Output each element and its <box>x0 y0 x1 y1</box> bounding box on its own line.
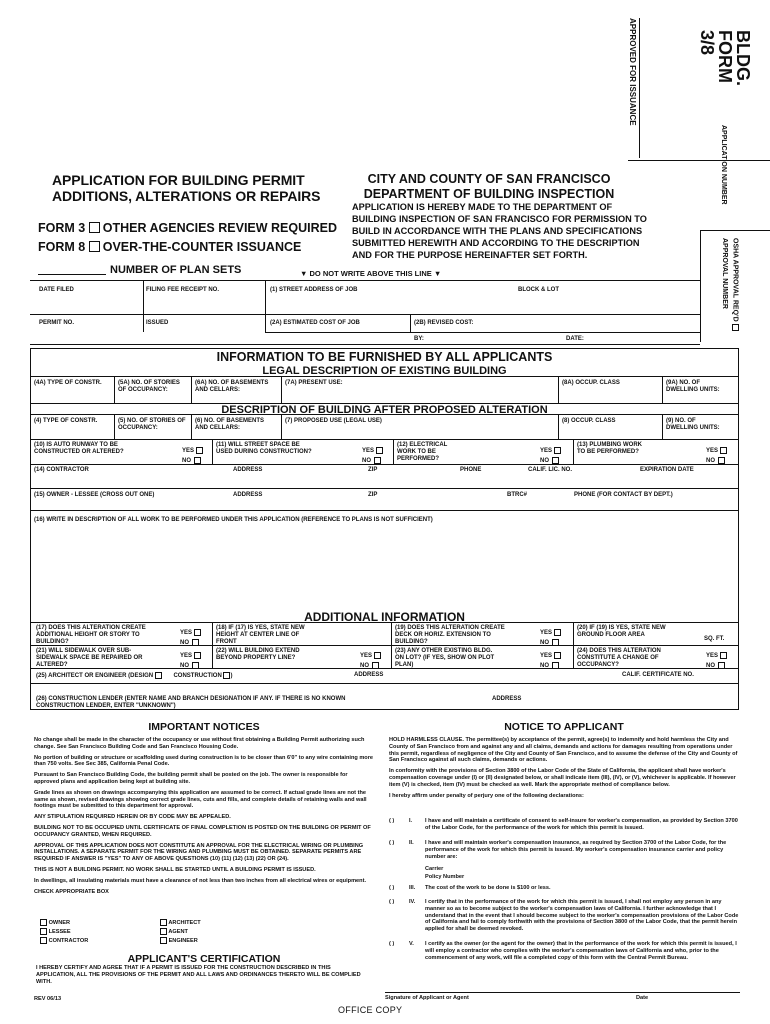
plan-sets-input[interactable] <box>38 274 106 275</box>
role-checkboxes: OWNER LESSEE CONTRACTOR <box>40 919 88 946</box>
important-notices: IMPORTANT NOTICES No change shall be made in the character of the occupancy or use without first obtaining a Building Permit authorizing such change. See San Francisco Building Code and San Francisco Housing Code. No portion of building or structure or scaffolding used during construction is to be closer than 6'0" to any wire containing more than 750 volts. See Sec 385, California Penal Code. Pursuant to San Francisco Building Code, the building permit shall be posted on the job. The owner is responsible for approved plans and application being kept at building site. Grade lines as shown on drawings accompanying this application are assumed to be correct. If actual grade lines are not the same as shown, revised drawings showing correct grade lines, cuts and fills, and complete details of retaining walls and wall footings must be submitted to this department for approval. ANY STIPULATION REQUIRED HEREIN OR BY CODE MAY BE APPEALED. BUILDING NOT TO BE OCCUPIED UNTIL CERTIFICATE OF FINAL COMPLETION IS POSTED ON THE BUILDING OR PERMIT OF OCCUPANCY GRANTED, WHEN REQUIRED. APPROVAL OF THIS APPLICATION DOES NOT CONSTITUTE AN APPROVAL FOR THE ELECTRICAL WIRING OR PLUMBING INSTALLATIONS. A SEPARATE PERMIT FOR THE WIRING AND PLUMBING MUST BE OBTAINED. SEPARATE PERMITS ARE REQUIRED IF ANSWER IS "YES" TO ANY OF ABOVE QUESTIONS (10) (11) (12) (13) (22) OR (24). THIS IS NOT A BUILDING PERMIT. NO WORK SHALL BE STARTED UNTIL A BUILDING PERMIT IS ISSUED. In dwellings, all insulating materials must have a clearance of not less than two inches from all electrical wires or equipment. CHECK APPROPRIATE BOX <box>34 721 374 895</box>
q11-yes-checkbox[interactable] <box>376 447 383 454</box>
signature-line[interactable] <box>385 992 740 993</box>
estimated-cost-label: (2A) ESTIMATED COST OF JOB <box>270 320 360 326</box>
stories-existing: (5A) NO. OF STORIES OF OCCUPANCY: <box>118 380 180 393</box>
legal-description-title: LEGAL DESCRIPTION OF EXISTING BUILDING <box>262 365 507 377</box>
present-use: (7A) PRESENT USE: <box>285 380 343 386</box>
q23-yes-checkbox[interactable] <box>554 652 561 659</box>
signature-label: Signature of Applicant or Agent <box>385 995 469 1001</box>
date-label: DATE: <box>566 336 584 342</box>
plan-sets-row: NUMBER OF PLAN SETS <box>38 264 241 276</box>
certification-title: APPLICANT'S CERTIFICATION <box>127 953 281 965</box>
osha-approval-label: OSHA APPROVAL REQ'D <box>732 238 739 331</box>
type-constr-existing: (4A) TYPE OF CONSTR. <box>34 380 102 386</box>
contractor-phone-label: PHONE <box>460 467 482 473</box>
contractor-zip-label: ZIP <box>368 467 378 473</box>
dwelling-units-existing: (9A) NO. OF DWELLING UNITS: <box>666 380 720 393</box>
form3-checkbox[interactable] <box>89 222 100 233</box>
q18-label: (18) IF (17) IS YES, STATE NEW HEIGHT AT CENTER LINE OF FRONT <box>216 625 305 645</box>
by-label: BY: <box>414 336 424 342</box>
application-statement: APPLICATION IS HEREBY MADE TO THE DEPARTMENT OF BUILDING INSPECTION OF SAN FRANCISCO FOR PERMISSION TO BUILD IN ACCORDANCE WITH THE PLANS AND SPECIFICATIONS SUBMITTED HEREWITH AND ACCORDING TO THE DESCRIPTION AND FOR THE PURPOSE HEREINAFTER SET FORTH. <box>352 202 647 260</box>
q12-no-checkbox[interactable] <box>552 457 559 464</box>
stories-proposed: (5) NO. OF STORIES OF OCCUPANCY: <box>118 418 186 431</box>
q10-no-checkbox[interactable] <box>194 457 201 464</box>
do-not-write-label: ▼ DO NOT WRITE ABOVE THIS LINE ▼ <box>300 269 442 278</box>
owner-address-label: ADDRESS <box>233 492 263 498</box>
lender-address-label: ADDRESS <box>492 696 522 702</box>
q22-label: (22) WILL BUILDING EXTEND BEYOND PROPERTY LINE? <box>216 648 300 661</box>
q21-label: (21) WILL SIDEWALK OVER SUB-SIDEWALK SPACE BE REPAIRED OR ALTERED? <box>36 648 143 668</box>
notice-to-applicant: NOTICE TO APPLICANT HOLD HARMLESS CLAUSE. The permittee(s) by acceptance of the permit, agree(s) to indemnify and hold harmless the City and County of San Francisco from and against any and all claims, demands and actions for damages resulting from operations under this permit, regardless of negligence of the City and County of San Francisco, and to assume the defense of the City and County of San Francisco against all such claims, demands or actions. In conformity with the provisions of Section 3800 of the Labor Code of the State of California, the applicant shall have worker's compensation coverage under (I) or (II) designated below, or shall indicate item (III), (IV), or (V), whichever is applicable. If however item (V) is checked, item (IV) must be checked as well. Mark the appropriate method of compliance below. I hereby affirm under penalty of perjury one of the following declarations: <box>389 721 738 799</box>
occup-class-existing: (8A) OCCUP. CLASS <box>562 380 620 386</box>
plumbing-question: (13) PLUMBING WORK TO BE PERFORMED? <box>577 442 642 455</box>
calif-lic-label: CALIF. LIC. NO. <box>528 467 572 473</box>
sqft-label: SQ. FT. <box>704 636 725 642</box>
contractor-checkbox[interactable] <box>40 937 47 944</box>
q22-yes-checkbox[interactable] <box>374 652 381 659</box>
q26-label: (26) CONSTRUCTION LENDER (ENTER NAME AND BRANCH DESIGNATION IF ANY. IF THERE IS NO KNOWN CONSTRUCTION LENDER, ENTER "UNKNOWN") <box>36 696 346 709</box>
occup-class-proposed: (8) OCCUP. CLASS <box>562 418 616 424</box>
q11-no-checkbox[interactable] <box>374 457 381 464</box>
approval-number-label: APPROVAL NUMBER <box>721 238 728 309</box>
dwelling-units-proposed: (9) NO. OF DWELLING UNITS: <box>666 418 720 431</box>
application-number-label: APPLICATION NUMBER <box>720 125 727 205</box>
carrier-label: Carrier <box>425 866 444 872</box>
contractor-label: (14) CONTRACTOR <box>34 467 89 473</box>
declaration-ii: ( ) II. I have and will maintain worker's compensation insurance, as required by Section 3700 of the Labor Code, for the performance of the work for which this permit is issued. My worker's compensation insurance carrier and policy number are: <box>389 840 727 860</box>
revised-cost-label: (2B) REVISED COST: <box>414 320 474 326</box>
electrical-question: (12) ELECTRICAL WORK TO BE PERFORMED? <box>397 442 448 462</box>
policy-label: Policy Number <box>425 874 465 880</box>
q19-label: (19) DOES THIS ALTERATION CREATE DECK OR HORIZ. EXTENSION TO BUILDING? <box>395 625 505 645</box>
type-constr-proposed: (4) TYPE OF CONSTR. <box>34 418 98 424</box>
agent-checkbox[interactable] <box>160 928 167 935</box>
role-checkboxes-2: ARCHITECT AGENT ENGINEER <box>160 919 201 946</box>
office-copy-label: OFFICE COPY <box>338 1005 403 1015</box>
form8-checkbox[interactable] <box>89 241 100 252</box>
expiration-label: EXPIRATION DATE <box>640 467 694 473</box>
issued-label: ISSUED <box>146 320 169 326</box>
phone-contact-label: PHONE (FOR CONTACT BY DEPT.) <box>574 492 673 498</box>
construction-checkbox[interactable] <box>223 672 230 679</box>
signature-date-label: Date <box>636 995 649 1001</box>
form3-row: FORM 3 OTHER AGENCIES REVIEW REQUIRED <box>38 221 338 235</box>
declaration-v: ( ) V. I certify as the owner (or the agent for the owner) that in the performance of the work for which this permit is issued, I will employ a contractor who complies with the worker's compensation laws of California and who, prior to the commencement of any work, will file a completed copy of this form with the Central Permit Bureau. <box>389 941 737 961</box>
q12-yes-checkbox[interactable] <box>554 447 561 454</box>
proposed-description-title: DESCRIPTION OF BUILDING AFTER PROPOSED ALTERATION <box>221 404 548 416</box>
declaration-i: ( ) I. I have and will maintain a certificate of consent to self-insure for worker's compensation, as provided by Section 3700 of the Labor Code, for the performance of the work for which this permit is issued. <box>389 818 738 831</box>
street-address-label: (1) STREET ADDRESS OF JOB <box>270 287 358 293</box>
q17-label: (17) DOES THIS ALTERATION CREATE ADDITIONAL HEIGHT OR STORY TO BUILDING? <box>36 625 146 645</box>
q13-yes-checkbox[interactable] <box>720 447 727 454</box>
engineer-checkbox[interactable] <box>160 937 167 944</box>
date-filed-label: DATE FILED <box>39 287 74 293</box>
btrc-label: BTRC# <box>507 492 528 498</box>
q21-yes-checkbox[interactable] <box>194 652 201 659</box>
title-line1: APPLICATION FOR BUILDING PERMIT <box>52 172 305 188</box>
q24-yes-checkbox[interactable] <box>720 652 727 659</box>
basements-proposed: (6) NO. OF BASEMENTS AND CELLARS: <box>195 418 265 431</box>
q17-yes-checkbox[interactable] <box>194 629 201 636</box>
owner-lessee-label: (15) OWNER - LESSEE (CROSS OUT ONE) <box>34 492 155 498</box>
additional-info-title: ADDITIONAL INFORMATION <box>304 610 465 624</box>
title-line2: ADDITIONS, ALTERATIONS OR REPAIRS <box>52 188 321 204</box>
filing-fee-label: FILING FEE RECEIPT NO. <box>146 287 220 293</box>
work-description-label: (16) WRITE IN DESCRIPTION OF ALL WORK TO BE PERFORMED UNDER THIS APPLICATION (REFERENCE TO PLANS IS NOT SUFFICIENT) <box>34 517 433 523</box>
form8-row: FORM 8 OVER-THE-COUNTER ISSUANCE <box>38 240 302 254</box>
declaration-iv: ( ) IV. I certify that in the performance of the work for which this permit is issued, I shall not employ any person in any manner so as to become subject to the worker's compensation laws of California. I further acknowledge that I understand that in the event that I should become subject to the worker's compensation provisions of the Labor Code of California and fail to comply forthwith with the provisions of Section 3800 of the Labor Code, that the permit herein applied for shall be deemed revoked. <box>389 899 739 933</box>
certification-text: I HEREBY CERTIFY AND AGREE THAT IF A PERMIT IS ISSUED FOR THE CONSTRUCTION DESCRIBED IN THIS APPLICATION, ALL THE PROVISIONS OF THE PERMIT AND ALL LAWS AND ORDINANCES THERETO WILL BE COMPLIED WITH. <box>36 965 361 985</box>
info-section-title: INFORMATION TO BE FURNISHED BY ALL APPLICANTS <box>216 350 553 364</box>
auto-runway-question: (10) IS AUTO RUNWAY TO BE CONSTRUCTED OR ALTERED? <box>34 442 124 455</box>
q24-label: (24) DOES THIS ALTERATION CONSTITUTE A CHANGE OF OCCUPANCY? <box>577 648 661 668</box>
city-name: CITY AND COUNTY OF SAN FRANCISCO <box>367 172 611 186</box>
q23-label: (23) ANY OTHER EXISTING BLDG. ON LOT? (IF YES, SHOW ON PLOT PLAN) <box>395 648 495 668</box>
q20-label: (20) IF (19) IS YES, STATE NEW GROUND FLOOR AREA <box>577 625 666 638</box>
form-number: BLDG. FORM 3/8 <box>697 30 753 86</box>
dept-name: DEPARTMENT OF BUILDING INSPECTION <box>363 187 615 201</box>
calif-cert-label: CALIF. CERTIFICATE NO. <box>622 672 694 678</box>
block-lot-label: BLOCK & LOT <box>518 287 559 293</box>
contractor-address-label: ADDRESS <box>233 467 263 473</box>
declaration-iii: ( ) III. The cost of the work to be done is $100 or less. <box>389 885 551 891</box>
permit-no-label: PERMIT NO. <box>39 320 75 326</box>
q19-yes-checkbox[interactable] <box>554 629 561 636</box>
work-description-area[interactable] <box>31 526 738 608</box>
q25-label: (25) ARCHITECT OR ENGINEER (DESIGN CONSTRUCTION ) <box>36 673 233 680</box>
street-space-question: (11) WILL STREET SPACE BE USED DURING CONSTRUCTION? <box>216 442 312 455</box>
revision: REV 06/13 <box>34 996 62 1002</box>
osha-checkbox[interactable] <box>732 324 739 331</box>
owner-zip-label: ZIP <box>368 492 378 498</box>
architect-address-label: ADDRESS <box>354 672 384 678</box>
lessee-checkbox[interactable] <box>40 928 47 935</box>
q13-no-checkbox[interactable] <box>718 457 725 464</box>
proposed-use: (7) PROPOSED USE (LEGAL USE) <box>285 418 382 424</box>
approved-for-issuance: APPROVED FOR ISSUANCE <box>628 18 640 158</box>
design-checkbox[interactable] <box>155 672 162 679</box>
q10-yes-checkbox[interactable] <box>196 447 203 454</box>
basements-existing: (6A) NO. OF BASEMENTS AND CELLARS: <box>195 380 269 393</box>
owner-checkbox[interactable] <box>40 919 47 926</box>
architect-checkbox[interactable] <box>160 919 167 926</box>
